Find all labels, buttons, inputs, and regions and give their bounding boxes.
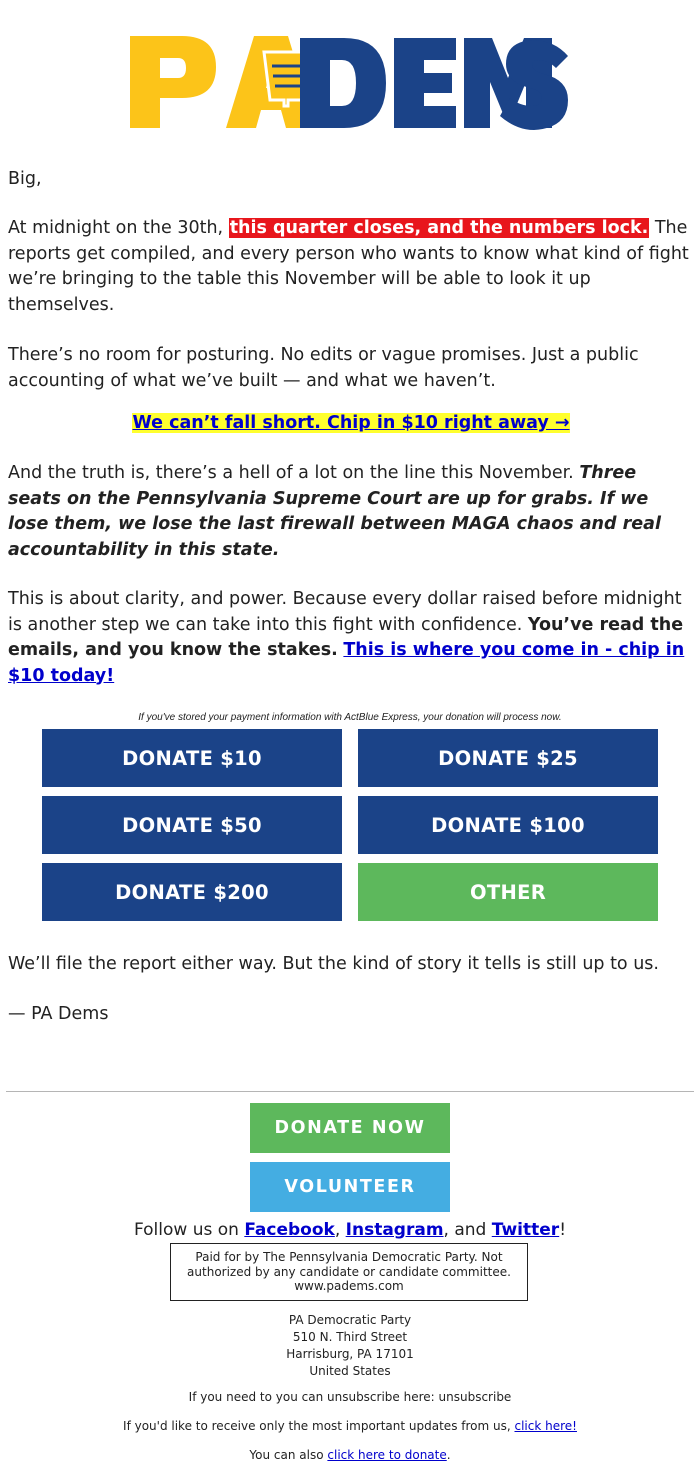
address-line: Harrisburg, PA 17101	[286, 1347, 414, 1361]
p3-lead: And the truth is, there’s a hell of a lot on the line this November.	[8, 463, 580, 483]
cta-chip-in-10-link[interactable]: We can’t fall short. Chip in $10 right away →	[132, 413, 570, 433]
paragraph-quarter-closes	[8, 216, 694, 318]
p3-bold-italic: Three seats on the Pennsylvania Supreme Court are up for grabs. If we lose them, we lose the last firewall between MAGA chaos and real accountability in this state.	[8, 463, 661, 560]
also-donate-line	[0, 1447, 700, 1463]
follow-end: !	[559, 1220, 567, 1240]
mailing-address	[0, 1312, 700, 1380]
donate-now-button[interactable]: DONATE NOW	[250, 1103, 450, 1153]
important-lead: If you'd like to receive only the most important updates from us,	[123, 1419, 515, 1433]
donate-25-button[interactable]: DONATE $25	[358, 729, 658, 787]
p4-lead: This is about clarity, and power. Because every dollar raised before midnight is another step we can take into this fight with confidence.	[8, 589, 682, 635]
instagram-link[interactable]: Instagram	[345, 1220, 444, 1240]
important-updates-line	[0, 1418, 700, 1434]
greeting: Big,	[8, 169, 42, 189]
actblue-express-note: If you've stored your payment information with ActBlue Express, your donation will process now.	[138, 712, 562, 723]
follow-sep-1: ,	[334, 1220, 346, 1240]
paragraph-clarity-power	[8, 587, 694, 689]
cta-chip-in-10	[8, 411, 694, 437]
highlight-numbers-lock: this quarter closes, and the numbers lock.	[229, 218, 649, 238]
donate-200-button[interactable]: DONATE $200	[42, 863, 342, 921]
p1-lead: At midnight on the 30th,	[8, 218, 229, 238]
footer-divider	[6, 1091, 694, 1092]
follow-us-line	[0, 1218, 700, 1242]
address-line: United States	[309, 1364, 391, 1378]
padems-logo	[130, 36, 572, 130]
donate-50-button[interactable]: DONATE $50	[42, 796, 342, 854]
donate-end: .	[446, 1448, 451, 1462]
follow-lead: Follow us on	[133, 1220, 245, 1240]
donate-100-button[interactable]: DONATE $100	[358, 796, 658, 854]
donate-other-button[interactable]: OTHER	[358, 863, 658, 921]
follow-sep-2: , and	[443, 1220, 492, 1240]
chip-in-today-link[interactable]: This is where you come in - chip in $10 today!	[8, 640, 685, 686]
address-line: 510 N. Third Street	[292, 1330, 408, 1344]
paid-for-disclaimer: Paid for by The Pennsylvania Democratic Party. Not authorized by any candidate or candidate committee. www.padems.com	[170, 1243, 528, 1301]
donate-lead: You can also	[249, 1448, 328, 1462]
signature: — PA Dems	[8, 1004, 109, 1024]
p4-bold: You’ve read the emails, and you know the stakes.	[8, 614, 684, 660]
twitter-link[interactable]: Twitter	[491, 1220, 560, 1240]
address-line: PA Democratic Party	[288, 1313, 412, 1327]
facebook-link[interactable]: Facebook	[244, 1220, 335, 1240]
paragraph-supreme-court	[8, 461, 694, 563]
donate-10-button[interactable]: DONATE $10	[42, 729, 342, 787]
paragraph-no-posturing: There’s no room for posturing. No edits or vague promises. Just a public accounting of what we’ve built — and what we haven’t.	[8, 345, 639, 391]
p1-rest: The reports get compiled, and every person who wants to know what kind of fight we’re bringing to the table this November will be able to look it up themselves.	[8, 218, 689, 315]
volunteer-button[interactable]: VOLUNTEER	[250, 1162, 450, 1212]
unsubscribe-line[interactable]: If you need to you can unsubscribe here: unsubscribe	[188, 1390, 512, 1404]
click-to-donate-link[interactable]: click here to donate	[327, 1448, 447, 1462]
important-updates-link[interactable]: click here!	[514, 1419, 577, 1433]
closing-line: We’ll file the report either way. But the kind of story it tells is still up to us.	[8, 954, 659, 974]
